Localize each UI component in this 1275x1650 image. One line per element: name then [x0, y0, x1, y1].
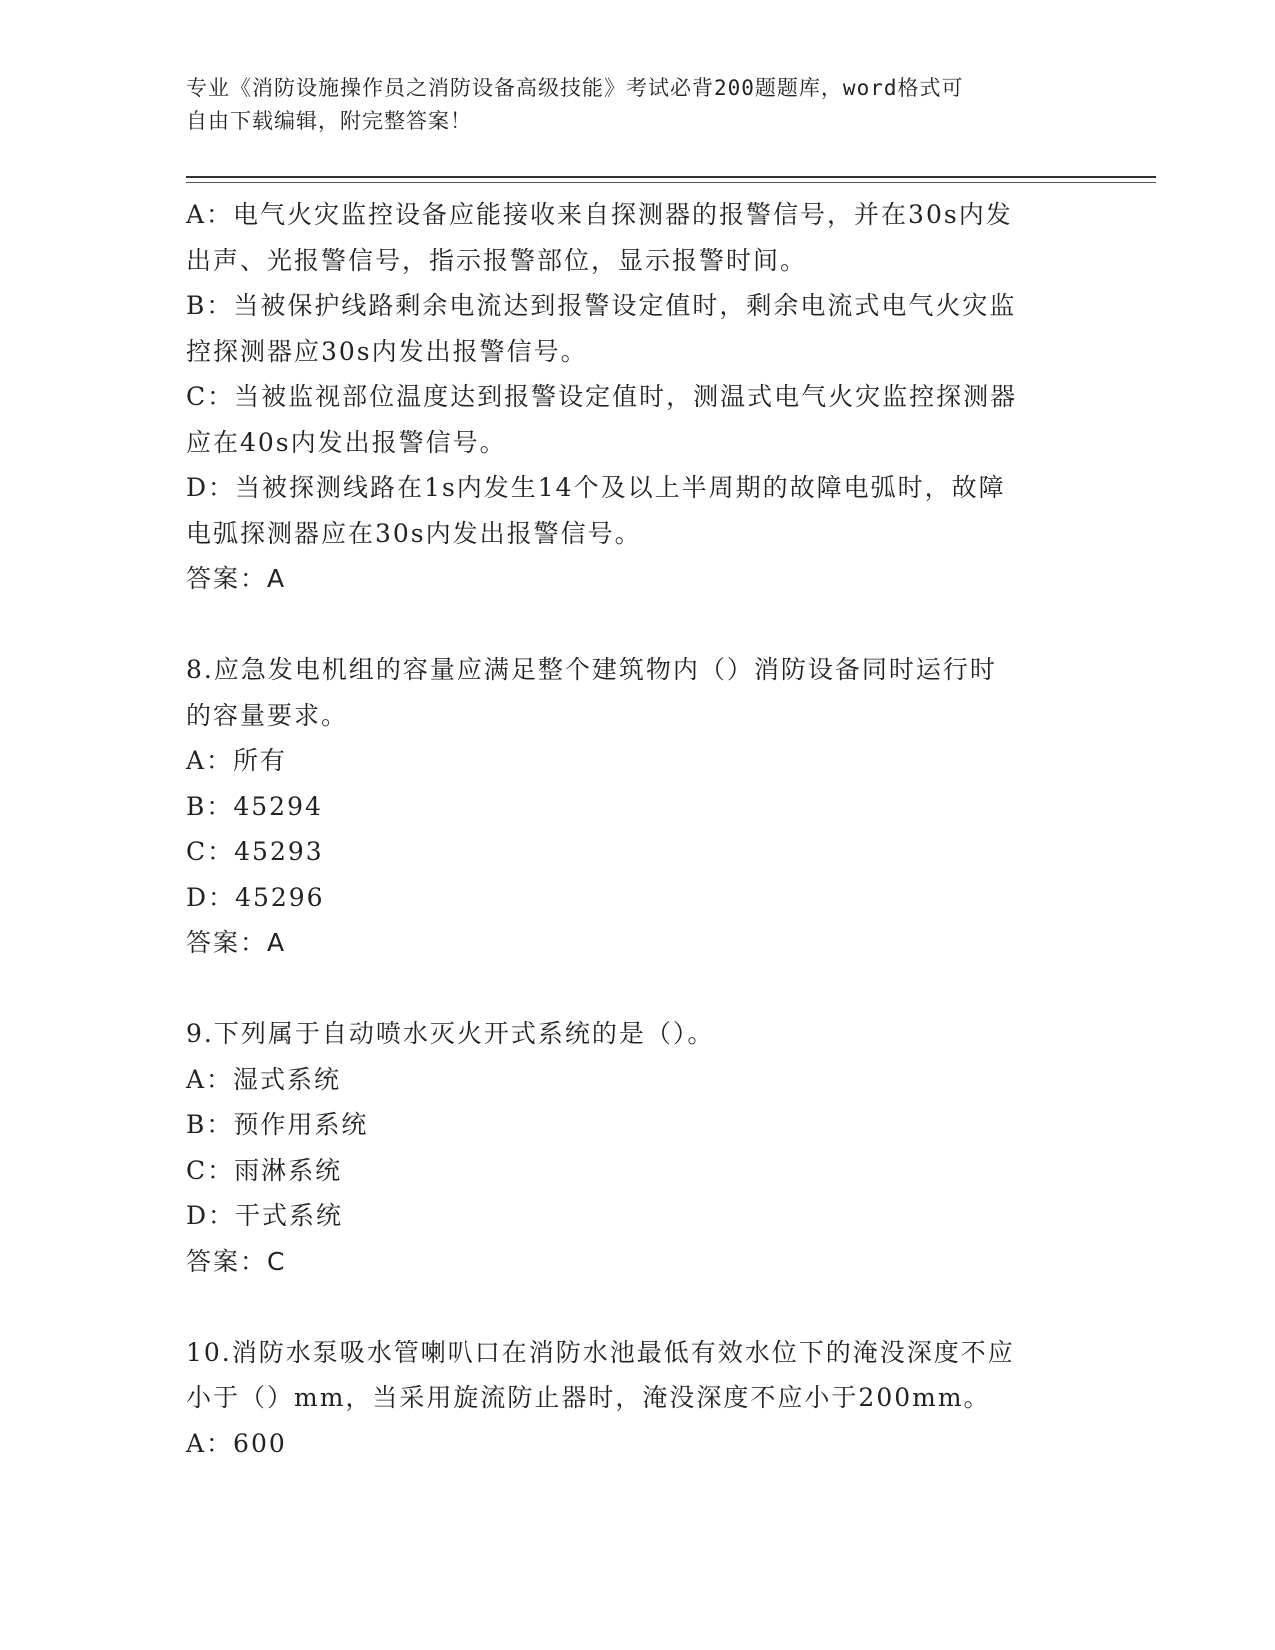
q9-option-a: A：湿式系统 [186, 1064, 342, 1094]
header-divider-thin [186, 182, 1156, 183]
q7-option-d-line-1: D：当被探测线路在1s内发生14个及以上半周期的故障电弧时，故障 [186, 473, 1006, 502]
q7-option-b-line-2: 控探测器应30s内发出报警信号。 [186, 336, 588, 366]
q10-question-line-1: 10.消防水泵吸水管喇叭口在消防水池最低有效水位下的淹没深度不应 [186, 1337, 1015, 1367]
spacer [186, 966, 1086, 1012]
q8-answer: 答案：A [186, 928, 287, 957]
question-10-block [186, 1330, 1086, 1467]
q8-option-b: B：45294 [186, 791, 323, 821]
document-header [186, 72, 1086, 138]
document-body [186, 192, 1086, 1466]
q7-option-c-line-1: C：当被监视部位温度达到报警设定值时，测温式电气火灾监控探测器 [186, 382, 1018, 411]
q9-option-d: D：干式系统 [186, 1201, 344, 1230]
q7-option-a-line-2: 出声、光报警信号，指示报警部位，显示报警时间。 [186, 245, 808, 275]
q7-option-a-line-1: A：电气火灾监控设备应能接收来自探测器的报警信号，并在30s内发 [186, 200, 1013, 229]
header-line-2: 自由下载编辑，附完整答案！ [186, 109, 472, 133]
q7-answer: 答案：A [186, 564, 287, 593]
header-divider-thick [186, 176, 1156, 178]
q9-answer: 答案：C [186, 1246, 287, 1276]
q9-question: 9.下列属于自动喷水灭火开式系统的是（）。 [186, 1019, 715, 1048]
q7-option-b-line-1: B：当被保护线路剩余电流达到报警设定值时，剩余电流式电气火灾监 [186, 291, 1017, 320]
q8-option-c: C：45293 [186, 837, 324, 866]
q8-option-a: A：所有 [186, 746, 288, 775]
header-line-1: 专业《消防设施操作员之消防设备高级技能》考试必背200题题库，word格式可 [186, 76, 964, 100]
spacer [186, 602, 1086, 648]
q9-option-b: B：预作用系统 [186, 1110, 369, 1139]
question-8-block [186, 647, 1086, 966]
question-9-block [186, 1011, 1086, 1284]
question-7-block [186, 192, 1086, 602]
q10-question-line-2: 小于（）mm，当采用旋流防止器时，淹没深度不应小于200mm。 [186, 1383, 991, 1412]
q7-option-d-line-2: 电弧探测器应在30s内发出报警信号。 [186, 518, 642, 548]
q10-option-a: A：600 [186, 1428, 287, 1458]
q8-option-d: D：45296 [186, 882, 325, 912]
q8-question-line-2: 的容量要求。 [186, 700, 349, 730]
q8-question-line-1: 8.应急发电机组的容量应满足整个建筑物内（）消防设备同时运行时 [186, 655, 997, 684]
q9-option-c: C：雨淋系统 [186, 1155, 343, 1185]
spacer [186, 1284, 1086, 1330]
q7-option-c-line-2: 应在40s内发出报警信号。 [186, 427, 507, 457]
